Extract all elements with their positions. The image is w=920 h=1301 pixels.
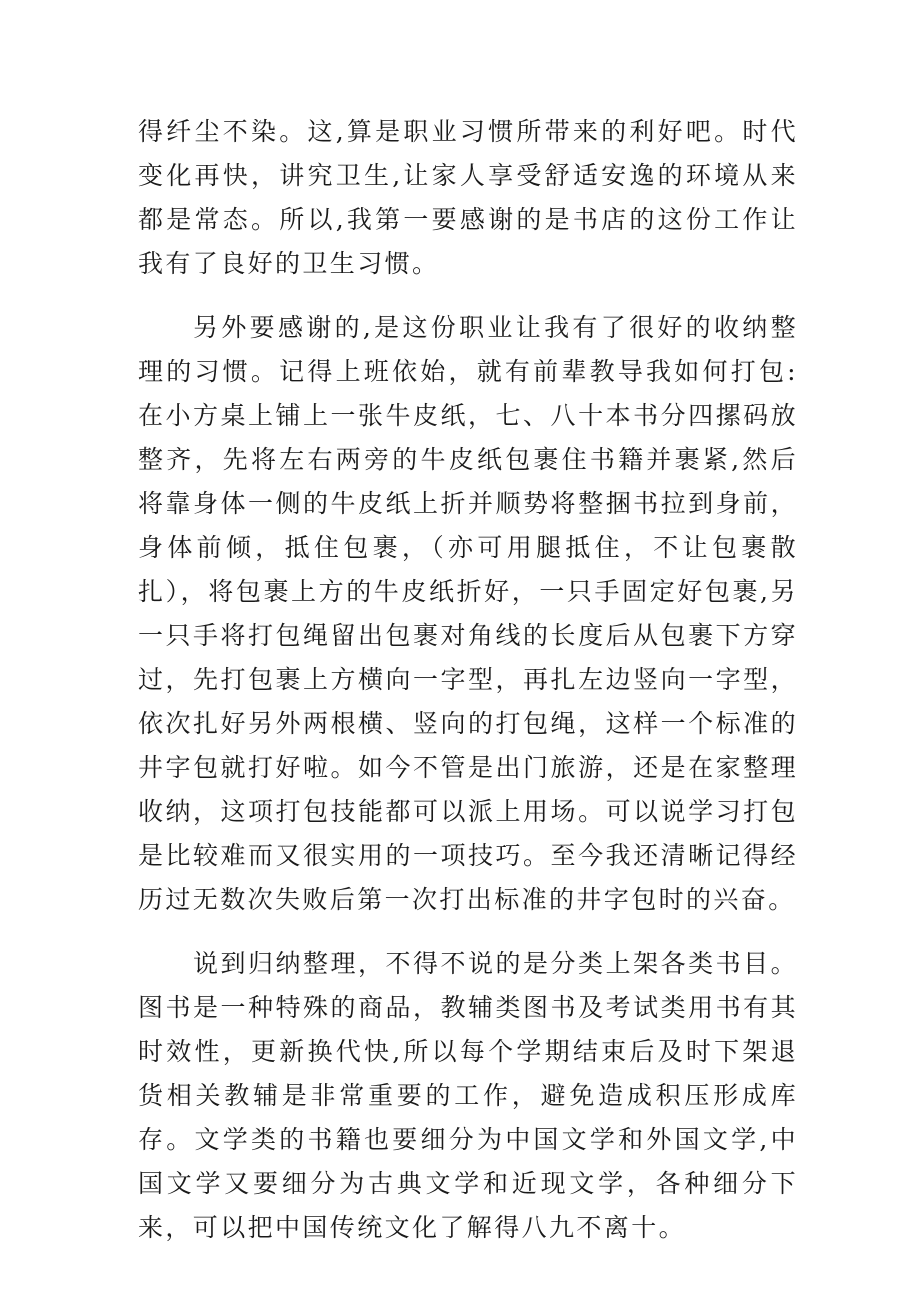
- paragraph-packing-skill: 另外要感谢的,是这份职业让我有了很好的收纳整理的习惯。记得上班依始，就有前辈教导我如何打包:在小方桌上铺上一张牛皮纸，七、八十本书分四摞码放整齐，先将左右两旁的牛皮纸包裹住书籍并裹紧,然后将靠身体一侧的牛皮纸上折并顺势将整捆书拉到身前，身体前倾，抵住包裹，（亦可用腿抵住，不让包裹散扎），将包裹上方的牛皮纸折好，一只手固定好包裹,另一只手将打包绳留出包裹对角线的长度后从包裹下方穿过，先打包裹上方横向一字型，再扎左边竖向一字型，依次扎好另外两根横、竖向的打包绳，这样一个标准的井字包就打好啦。如今不管是出门旅游，还是在家整理收纳，这项打包技能都可以派上用场。可以说学习打包是比较难而又很实用的一项技巧。至今我还清晰记得经历过无数次失败后第一次打出标准的井字包时的兴奋。: [138, 313, 798, 914]
- paragraph-book-categorization: 说到归纳整理，不得不说的是分类上架各类书目。图书是一种特殊的商品，教辅类图书及考试类用书有其时效性，更新换代快,所以每个学期结束后及时下架退货相关教辅是非常重要的工作，避免造成积压形成库存。文学类的书籍也要细分为中国文学和外国文学,中国文学又要细分为古典文学和近现文学，各种细分下来，可以把中国传统文化了解得八九不离十。: [138, 949, 798, 1242]
- paragraph-hygiene-habit: 得纤尘不染。这,算是职业习惯所带来的利好吧。时代变化再快，讲究卫生,让家人享受舒适安逸的环境从来都是常态。所以,我第一要感谢的是书店的这份工作让我有了良好的卫生习惯。: [138, 117, 798, 278]
- document-page: [138, 110, 798, 1250]
